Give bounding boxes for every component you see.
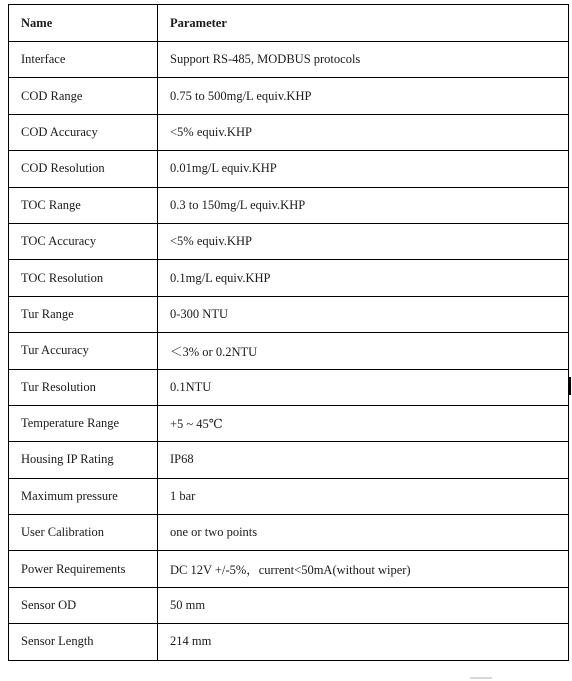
table-row <box>9 587 569 623</box>
row-name: COD Range <box>9 78 158 114</box>
row-value: 214 mm <box>158 624 569 660</box>
row-name: User Calibration <box>9 515 158 551</box>
table-row <box>9 405 569 441</box>
row-value: 50 mm <box>158 587 569 623</box>
row-value: 0.01mg/L equiv.KHP <box>158 151 569 187</box>
row-value: +5 ~ 45℃ <box>158 405 569 441</box>
row-name: Tur Range <box>9 296 158 332</box>
table-row <box>9 42 569 78</box>
row-value: one or two points <box>158 515 569 551</box>
table-row <box>9 78 569 114</box>
row-name: Housing IP Rating <box>9 442 158 478</box>
table-row <box>9 551 569 587</box>
row-name: Temperature Range <box>9 405 158 441</box>
table-row <box>9 442 569 478</box>
row-name: Sensor OD <box>9 587 158 623</box>
table-row <box>9 187 569 223</box>
row-name: TOC Range <box>9 187 158 223</box>
table-header-row <box>9 5 569 42</box>
table-row <box>9 478 569 514</box>
table-row <box>9 260 569 296</box>
table-row <box>9 333 569 369</box>
bottom-edge-mark <box>470 677 492 679</box>
table-row <box>9 114 569 150</box>
row-name: Power Requirements <box>9 551 158 587</box>
row-name: Interface <box>9 42 158 78</box>
table-row <box>9 369 569 405</box>
row-name: TOC Accuracy <box>9 223 158 259</box>
row-value: DC 12V +/-5%，current<50mA(without wiper) <box>158 551 569 587</box>
row-value: 0.3 to 150mg/L equiv.KHP <box>158 187 569 223</box>
row-value: 1 bar <box>158 478 569 514</box>
row-value: ＜3% or 0.2NTU <box>158 333 569 369</box>
row-name: TOC Resolution <box>9 260 158 296</box>
table-row <box>9 624 569 660</box>
header-parameter: Parameter <box>158 5 569 42</box>
table-row <box>9 515 569 551</box>
row-value: <5% equiv.KHP <box>158 114 569 150</box>
row-name: Tur Accuracy <box>9 333 158 369</box>
row-value: 0.1mg/L equiv.KHP <box>158 260 569 296</box>
text-cursor-mark <box>569 377 571 395</box>
row-name: Sensor Length <box>9 624 158 660</box>
row-value: 0-300 NTU <box>158 296 569 332</box>
row-name: COD Resolution <box>9 151 158 187</box>
row-value: 0.75 to 500mg/L equiv.KHP <box>158 78 569 114</box>
row-name: Tur Resolution <box>9 369 158 405</box>
row-value: IP68 <box>158 442 569 478</box>
row-name: COD Accuracy <box>9 114 158 150</box>
row-value: <5% equiv.KHP <box>158 223 569 259</box>
row-value: Support RS-485, MODBUS protocols <box>158 42 569 78</box>
table-row <box>9 151 569 187</box>
row-value: 0.1NTU <box>158 369 569 405</box>
row-name: Maximum pressure <box>9 478 158 514</box>
spec-table <box>8 4 569 661</box>
table-row <box>9 223 569 259</box>
header-name: Name <box>9 5 158 42</box>
table-row <box>9 296 569 332</box>
